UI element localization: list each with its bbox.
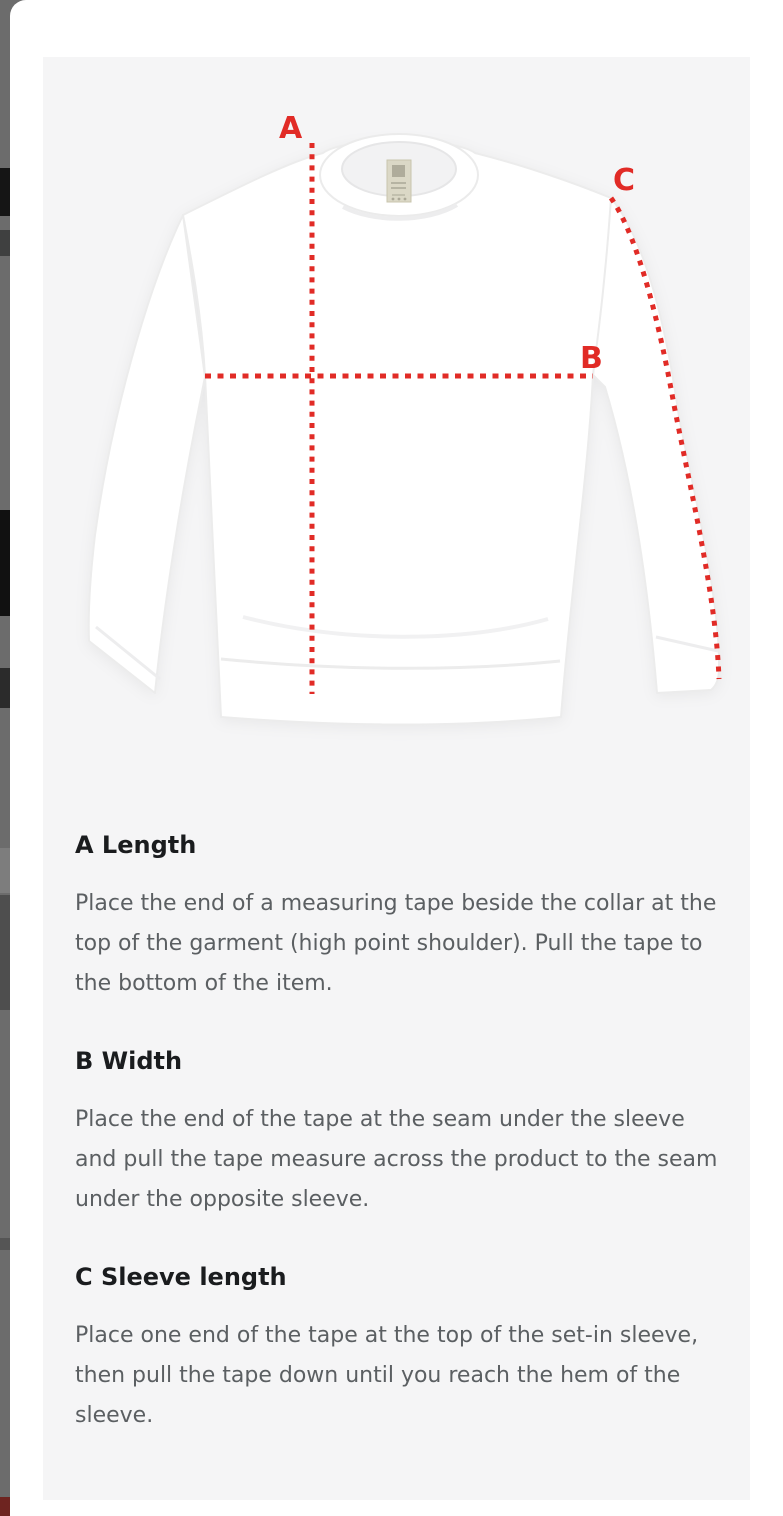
sweatshirt-image xyxy=(43,57,750,764)
backdrop-artifact xyxy=(0,848,10,893)
backdrop-artifact xyxy=(0,510,10,616)
backdrop-artifact xyxy=(0,1238,10,1250)
care-label-icon xyxy=(387,160,411,202)
backdrop-artifact xyxy=(0,1497,10,1516)
measurement-instructions xyxy=(43,830,750,1436)
page-backdrop xyxy=(0,0,10,1516)
section-body-width: Place the end of the tape at the seam under the sleeve and pull the tape measure across the product to the seam under the opposite sleeve. xyxy=(75,1107,718,1212)
backdrop-artifact xyxy=(0,168,10,216)
size-guide-modal[interactable] xyxy=(10,0,783,1516)
size-guide-card xyxy=(43,57,750,1500)
backdrop-artifact xyxy=(0,668,10,708)
section-body-sleeve-length: Place one end of the tape at the top of the set-in sleeve, then pull the tape down until you reach the hem of the sleeve. xyxy=(75,1323,699,1428)
section-heading-sleeve-length: C Sleeve length xyxy=(75,1263,287,1291)
backdrop-artifact xyxy=(0,230,10,256)
measure-label-c: C xyxy=(613,163,636,198)
section-heading-width: B Width xyxy=(75,1047,183,1075)
section-body-length: Place the end of a measuring tape beside the collar at the top of the garment (high point shoulder). Pull the tape to the bottom of the item. xyxy=(75,891,717,996)
measure-label-a: A xyxy=(279,111,303,146)
measure-label-b: B xyxy=(580,341,603,376)
measurement-figure xyxy=(43,57,750,764)
section-heading-length: A Length xyxy=(75,831,197,859)
backdrop-artifact xyxy=(0,895,10,1010)
